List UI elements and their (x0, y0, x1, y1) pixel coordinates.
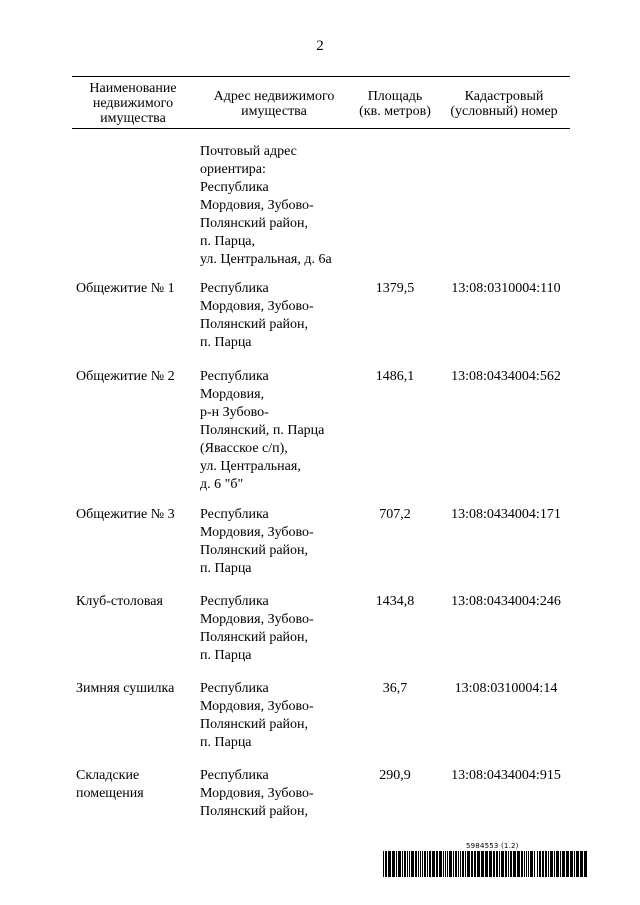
table-row-0-address: Почтовый адрес ориентира: Республика Мордовия, Зубово- Полянский район, п. Парца, ул. Центральная, д. 6а (200, 144, 332, 267)
table-header-rule (72, 128, 570, 129)
table-row-3-name: Общежитие № 3 (76, 507, 175, 522)
header-area: Площадь (кв. метров) (359, 89, 431, 119)
table-row-4-name: Клуб-столовая (76, 594, 163, 609)
table-row-6-address: Республика Мордовия, Зубово- Полянский район, (200, 768, 314, 819)
table-row-5-cadastral: 13:08:0310004:14 (454, 681, 558, 696)
table-row-4-area: 1434,8 (375, 594, 415, 609)
table-row-1-name: Общежитие № 1 (76, 281, 175, 296)
table-row-2-address: Республика Мордовия, р-н Зубово- Полянский, п. Парца (Явасское с/п), ул. Центральная, д. 6 "б" (200, 369, 325, 492)
table-row-6-cadastral: 13:08:0434004:915 (451, 768, 561, 783)
header-cadastral: Кадастровый (условный) номер (450, 89, 558, 119)
table-row-5-address: Республика Мордовия, Зубово- Полянский район, п. Парца (200, 681, 314, 750)
table-row-1-address: Республика Мордовия, Зубово- Полянский район, п. Парца (200, 281, 314, 350)
table-row-1-cadastral: 13:08:0310004:110 (451, 281, 561, 296)
table-row-2-area: 1486,1 (375, 369, 415, 384)
table-row-1-area: 1379,5 (375, 281, 415, 296)
table-row-4-cadastral: 13:08:0434004:246 (451, 594, 561, 609)
table-row-3-cadastral: 13:08:0434004:171 (451, 507, 561, 522)
table-top-rule (72, 76, 570, 77)
table-row-3-address: Республика Мордовия, Зубово- Полянский район, п. Парца (200, 507, 314, 576)
table-row-5-name: Зимняя сушилка (76, 681, 175, 696)
table-row-6-area: 290,9 (379, 768, 411, 783)
table-row-4-address: Республика Мордовия, Зубово- Полянский район, п. Парца (200, 594, 314, 663)
table-row-2-name: Общежитие № 2 (76, 369, 175, 384)
header-address: Адрес недвижимого имущества (213, 89, 335, 119)
table-row-2-cadastral: 13:08:0434004:562 (451, 369, 561, 384)
header-name: Наименование недвижимого имущества (89, 81, 177, 126)
table-row-3-area: 707,2 (379, 507, 411, 522)
barcode-image (383, 851, 591, 877)
page-number: 2 (316, 38, 324, 54)
document-code-label: 5984553 (1.2) (466, 842, 519, 850)
table-row-6-name: Складские помещения (76, 768, 144, 801)
table-row-5-area: 36,7 (382, 681, 408, 696)
